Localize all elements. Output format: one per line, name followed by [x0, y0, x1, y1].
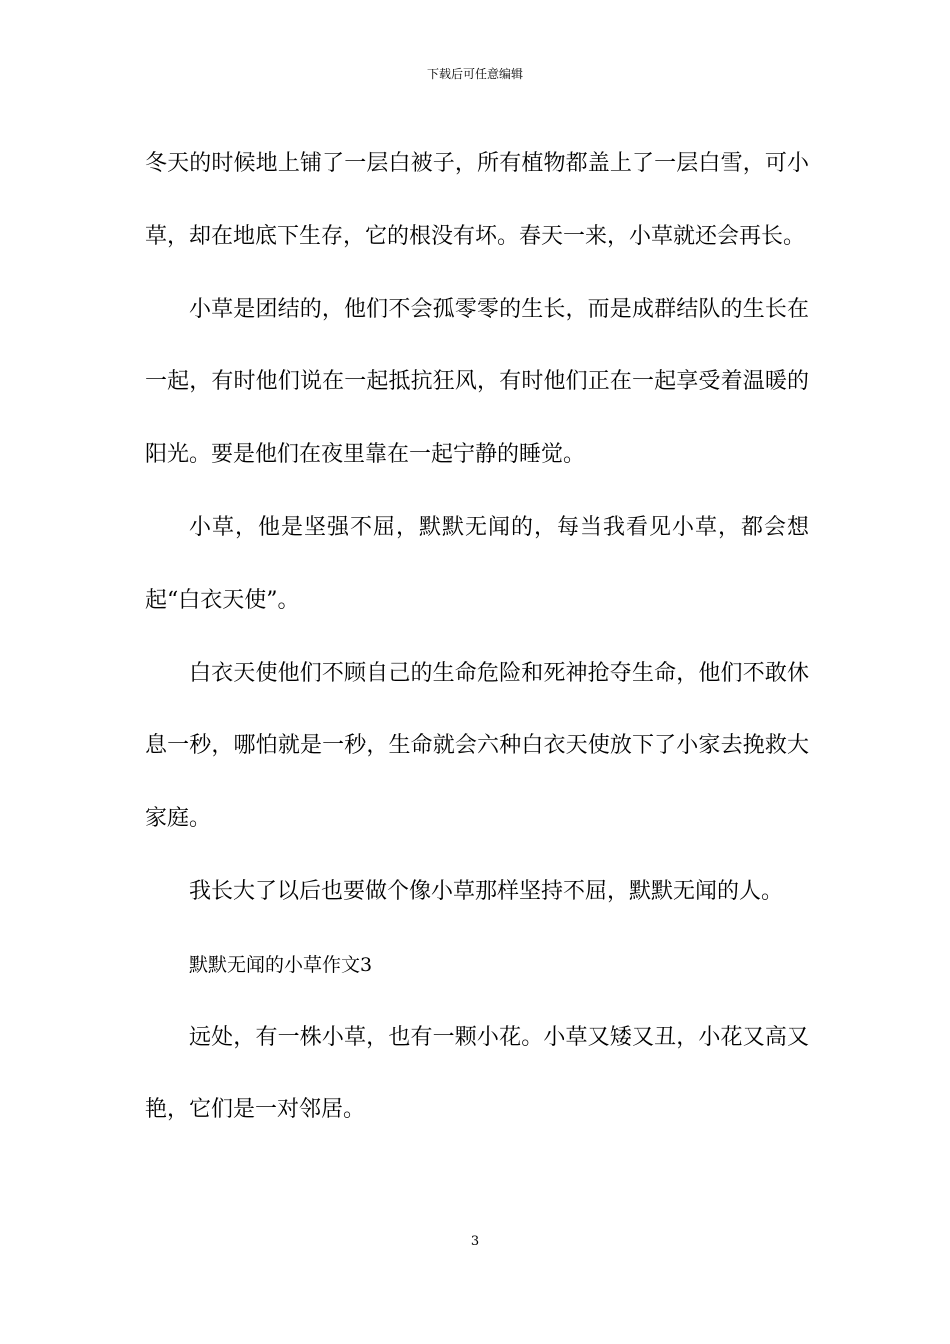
paragraph-neighbors: 远处，有一株小草，也有一颗小花。小草又矮又丑，小花又高又艳，它们是一对邻居。: [145, 1024, 809, 1123]
essay-title-3: 默默无闻的小草作文3: [189, 953, 373, 976]
document-body: [145, 128, 809, 1147]
paragraph-unity: 小草是团结的，他们不会孤零零的生长，而是成群结队的生长在一起，有时他们说在一起抵抗狂风，有时他们正在一起享受着温暖的阳光。要是他们在夜里靠在一起宁静的睡觉。: [145, 296, 809, 468]
paragraph-angels: 白衣天使他们不顾自己的生命危险和死神抢夺生命，他们不敢休息一秒，哪怕就是一秒，生命就会六种白衣天使放下了小家去挽救大家庭。: [145, 660, 809, 832]
paragraph-winter: 冬天的时候地上铺了一层白被子，所有植物都盖上了一层白雪，可小草，却在地底下生存，它的根没有坏。春天一来，小草就还会再长。: [145, 151, 809, 249]
page-header: 下载后可任意编辑: [426, 67, 523, 81]
page-number: 3: [470, 1234, 480, 1249]
paragraph-aspiration: 我长大了以后也要做个像小草那样坚持不屈，默默无闻的人。: [189, 878, 784, 904]
paragraph-resilience: 小草，他是坚强不屈，默默无闻的，每当我看见小草，都会想起“白衣天使”。: [145, 514, 809, 613]
